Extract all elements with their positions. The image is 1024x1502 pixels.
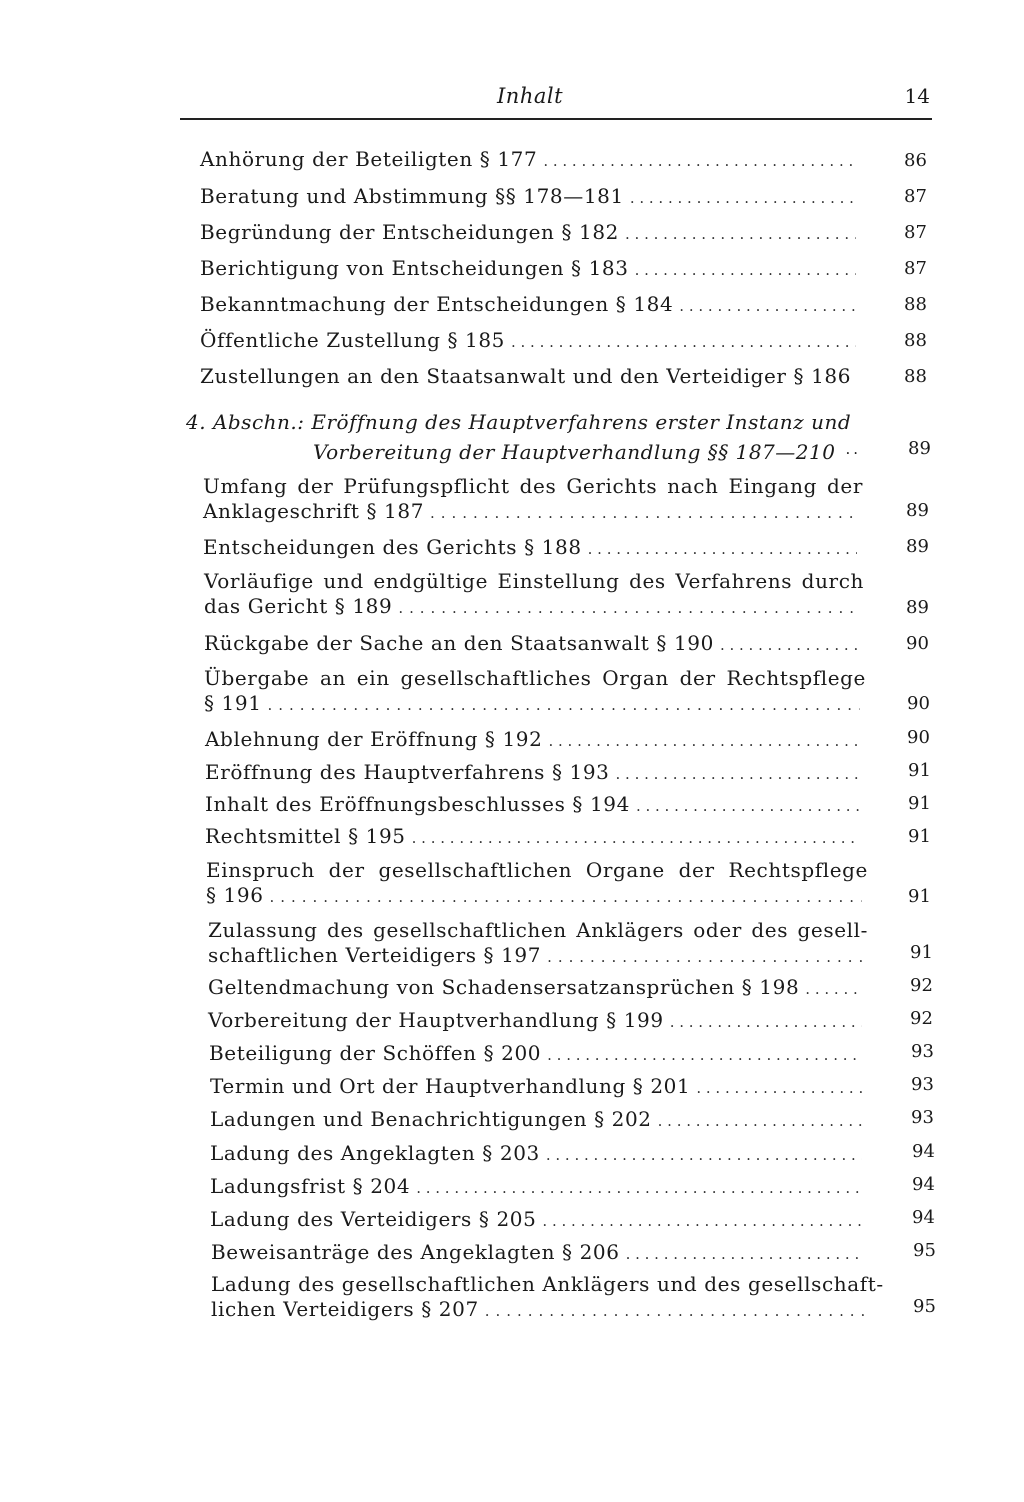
running-header	[180, 78, 932, 118]
toc-entry-two-line	[206, 858, 868, 907]
toc-entry	[209, 1041, 868, 1065]
dot-leader	[679, 297, 856, 315]
toc-entry-page: 95	[913, 1296, 936, 1317]
toc-entry-page: 90	[907, 727, 930, 748]
toc-entry-line1: Einspruch der gesellschaftlichen Organe der Rechtspflege	[206, 858, 868, 882]
section-leader: ..	[845, 440, 861, 458]
toc-entry-page: 93	[911, 1107, 934, 1128]
toc-entry-line1: Umfang der Prüfungspflicht des Gerichts nach Eingang der	[203, 474, 863, 498]
toc-entry-two-line	[203, 474, 863, 523]
dot-leader	[588, 540, 857, 558]
dot-leader	[412, 829, 859, 847]
dot-leader	[270, 888, 862, 906]
toc-entry-page: 87	[904, 258, 927, 279]
toc-entry-two-line	[211, 1272, 884, 1321]
toc-entry-page: 87	[904, 222, 927, 243]
toc-entry	[205, 727, 865, 751]
dot-leader	[398, 599, 858, 617]
toc-entry	[200, 147, 862, 171]
dot-leader	[548, 732, 859, 750]
toc-entry-page: 92	[910, 1008, 933, 1029]
toc-entry-two-line	[204, 569, 864, 618]
toc-entry-line2: lichen Verteidigers § 207	[211, 1297, 479, 1321]
dot-leader	[626, 1245, 862, 1263]
toc-entry	[210, 1074, 868, 1098]
toc-entry	[210, 1107, 868, 1131]
toc-entry-two-line	[204, 666, 866, 715]
dot-leader	[635, 261, 856, 279]
dot-leader	[511, 333, 856, 351]
dot-leader	[268, 696, 860, 714]
toc-entry-line1: Zulassung des gesellschaftlichen Anklägers oder des gesell-	[208, 918, 868, 942]
toc-entry-label: Beweisanträge des Angeklagten § 206	[211, 1240, 620, 1264]
toc-entry-page: 91	[908, 886, 931, 907]
toc-entry-label: Öffentliche Zustellung § 185	[200, 328, 505, 352]
dot-leader	[720, 636, 858, 654]
dot-leader	[542, 1212, 862, 1230]
toc-entry-label: Geltendmachung von Schadensersatzansprüchen § 198	[208, 975, 800, 999]
toc-entry-page: 94	[912, 1207, 935, 1228]
toc-entry-page: 89	[906, 536, 929, 557]
toc-entry	[205, 792, 865, 816]
toc-entry-page: 88	[904, 366, 927, 387]
dot-leader	[670, 1013, 862, 1031]
toc-entry-label: Rückgabe der Sache an den Staatsanwalt § 190	[204, 631, 714, 655]
header-rule	[180, 118, 932, 120]
toc-entry	[210, 1141, 868, 1165]
toc-entry	[208, 975, 868, 999]
toc-entry-page: 86	[904, 150, 927, 171]
dot-leader	[625, 225, 856, 243]
section-number: 4. Abschn.:	[186, 410, 305, 434]
toc-entry-label: Zustellungen an den Staatsanwalt und den Verteidiger § 186	[200, 364, 852, 388]
toc-entry-label: Anhörung der Beteiligten § 177	[200, 147, 538, 171]
dot-leader	[658, 1112, 862, 1130]
dot-leader	[696, 1079, 862, 1097]
toc-entry-line2: § 191	[204, 691, 262, 715]
dot-leader	[630, 189, 856, 207]
toc-entry	[200, 256, 862, 280]
toc-entry-label: Ladung des Angeklagten § 203	[210, 1141, 540, 1165]
toc-entry-label: Inhalt des Eröffnungsbeschlusses § 194	[205, 792, 630, 816]
toc-entry-page: 89	[906, 597, 929, 618]
dot-leader	[546, 1146, 862, 1164]
toc-entry-label: Entscheidungen des Gerichts § 188	[203, 535, 582, 559]
toc-entry-line1: Übergabe an ein gesellschaftliches Organ der Rechtspflege	[204, 666, 866, 690]
toc-entry	[211, 1240, 868, 1264]
dot-leader	[430, 504, 857, 522]
dot-leader	[543, 152, 856, 170]
dot-leader	[485, 1302, 867, 1320]
toc-entry-page: 88	[904, 294, 927, 315]
toc-entry-page: 93	[911, 1074, 934, 1095]
toc-entry-label: Rechtsmittel § 195	[205, 824, 406, 848]
dot-leader	[616, 765, 860, 783]
toc-entry-page: 91	[908, 760, 931, 781]
toc-entry-line1: Vorläufige und endgültige Einstellung des Verfahrens durch	[204, 569, 864, 593]
toc-entry	[210, 1207, 868, 1231]
dot-leader	[416, 1179, 862, 1197]
toc-entry-two-line	[208, 918, 868, 967]
toc-entry-label: Beratung und Abstimmung §§ 178—181	[200, 184, 624, 208]
toc-entry-page: 93	[911, 1041, 934, 1062]
toc-entry-label: Bekanntmachung der Entscheidungen § 184	[200, 292, 674, 316]
toc-entry-label: Vorbereitung der Hauptverhandlung § 199	[208, 1008, 664, 1032]
toc-entry-page: 94	[912, 1174, 935, 1195]
header-page-number: 14	[904, 84, 930, 108]
toc-entry-label: Ladungen und Benachrichtigungen § 202	[210, 1107, 652, 1131]
toc-entry-page: 91	[910, 942, 933, 963]
toc-entry-page: 89	[906, 500, 929, 521]
toc-entry-line1: Ladung des gesellschaftlichen Anklägers und des gesellschaft-	[211, 1272, 884, 1296]
toc-entry	[203, 535, 863, 559]
section-page: 89	[908, 438, 931, 459]
toc-entry-line2: § 196	[206, 883, 264, 907]
toc-entry-page: 91	[908, 826, 931, 847]
toc-entry-page: 94	[912, 1141, 935, 1162]
toc-entry-page: 88	[904, 330, 927, 351]
section-title-line2: Vorbereitung der Hauptverhandlung §§ 187—210	[313, 440, 836, 464]
dot-leader	[547, 1046, 862, 1064]
toc-entry-label: Begründung der Entscheidungen § 182	[200, 220, 620, 244]
section-title-line1: Eröffnung des Hauptverfahrens erster Instanz und	[311, 410, 852, 434]
toc-entry-label: Termin und Ort der Hauptverhandlung § 201	[210, 1074, 691, 1098]
toc-entry-page: 91	[908, 793, 931, 814]
toc-entry-page: 90	[907, 693, 930, 714]
toc-entry-label: Ladungsfrist § 204	[210, 1174, 411, 1198]
dot-leader	[636, 797, 859, 815]
toc-entry-line2: das Gericht § 189	[204, 594, 393, 618]
toc-entry	[205, 760, 865, 784]
toc-entry	[205, 824, 865, 848]
toc-entry	[208, 1008, 868, 1032]
toc-entry-line2: Anklageschrift § 187	[203, 499, 425, 523]
toc-entry-page: 90	[906, 633, 929, 654]
dot-leader	[547, 948, 862, 966]
section-heading	[186, 410, 876, 464]
toc-entry-page: 95	[913, 1240, 936, 1261]
toc-entry	[200, 364, 862, 388]
toc-entry-label: Beteiligung der Schöffen § 200	[209, 1041, 542, 1065]
toc-entry	[204, 631, 864, 655]
toc-entry	[200, 328, 862, 352]
toc-entry	[200, 184, 862, 208]
toc-entry-label: Ladung des Verteidigers § 205	[210, 1207, 537, 1231]
toc-entry-label: Berichtigung von Entscheidungen § 183	[200, 256, 629, 280]
dot-leader	[805, 980, 862, 998]
toc-entry-page: 92	[910, 975, 933, 996]
header-title: Inhalt	[497, 84, 564, 108]
toc-entry	[200, 220, 862, 244]
toc-entry-page: 87	[904, 186, 927, 207]
toc-entry	[210, 1174, 868, 1198]
toc-entry-label: Eröffnung des Hauptverfahrens § 193	[205, 760, 610, 784]
toc-entry-label: Ablehnung der Eröffnung § 192	[205, 727, 543, 751]
toc-entry-line2: schaftlichen Verteidigers § 197	[208, 943, 542, 967]
toc-entry	[200, 292, 862, 316]
